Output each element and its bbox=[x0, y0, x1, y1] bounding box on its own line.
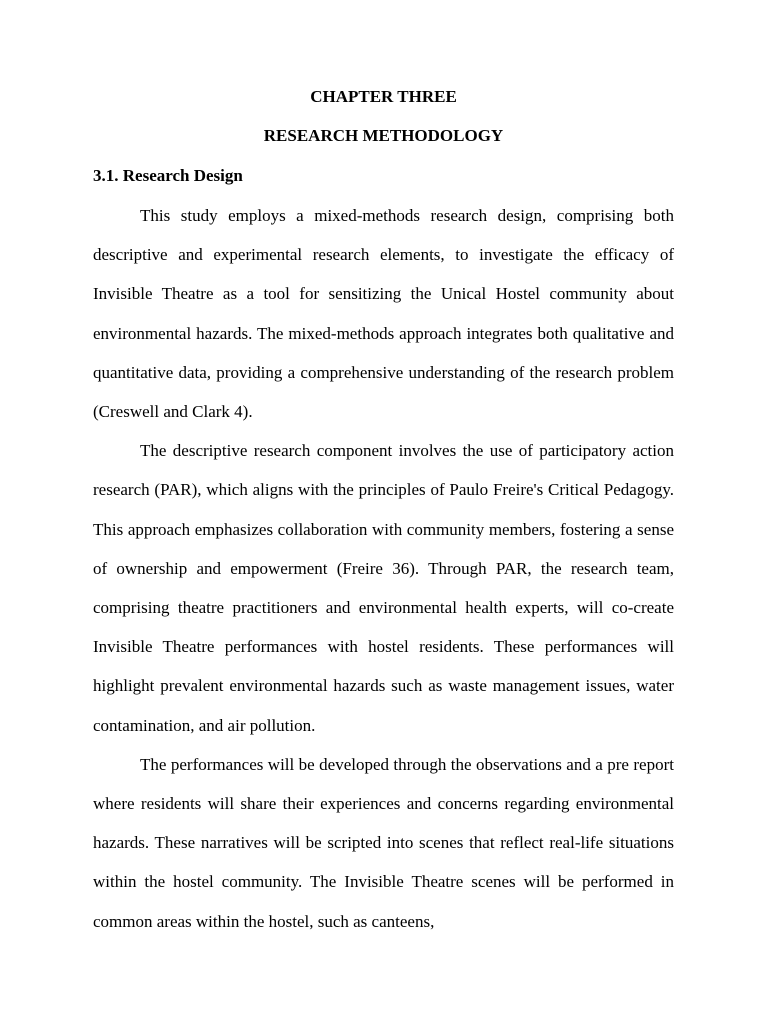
body-text bbox=[93, 196, 674, 941]
paragraph: The performances will be developed through the observations and a pre report where residents will share their experiences and concerns regarding environmental hazards. These narratives will be scripted into scenes that reflect real-life situations within the hostel community. The Invisible Theatre scenes will be performed in common areas within the hostel, such as canteens, bbox=[93, 754, 674, 931]
chapter-subtitle: RESEARCH METHODOLOGY bbox=[263, 126, 504, 145]
chapter-title: CHAPTER THREE bbox=[310, 87, 457, 106]
paragraph: The descriptive research component involves the use of participatory action research (PAR), which aligns with the principles of Paulo Freire's Critical Pedagogy. This approach emphasizes collaboration with community members, fostering a sense of ownership and empowerment (Freire 36). Through PAR, the research team, comprising theatre practitioners and environmental health experts, will co-create Invisible Theatre performances with hostel residents. These performances will highlight prevalent environmental hazards such as waste management issues, water contamination, and air pollution. bbox=[93, 441, 674, 735]
paragraph: This study employs a mixed-methods research design, comprising both descriptive and experimental research elements, to investigate the efficacy of Invisible Theatre as a tool for sensitizing the Unical Hostel community about environmental hazards. The mixed-methods approach integrates both qualitative and quantitative data, providing a comprehensive understanding of the research problem (Creswell and Clark 4). bbox=[93, 206, 674, 422]
section-heading: 3.1. Research Design bbox=[93, 166, 243, 185]
